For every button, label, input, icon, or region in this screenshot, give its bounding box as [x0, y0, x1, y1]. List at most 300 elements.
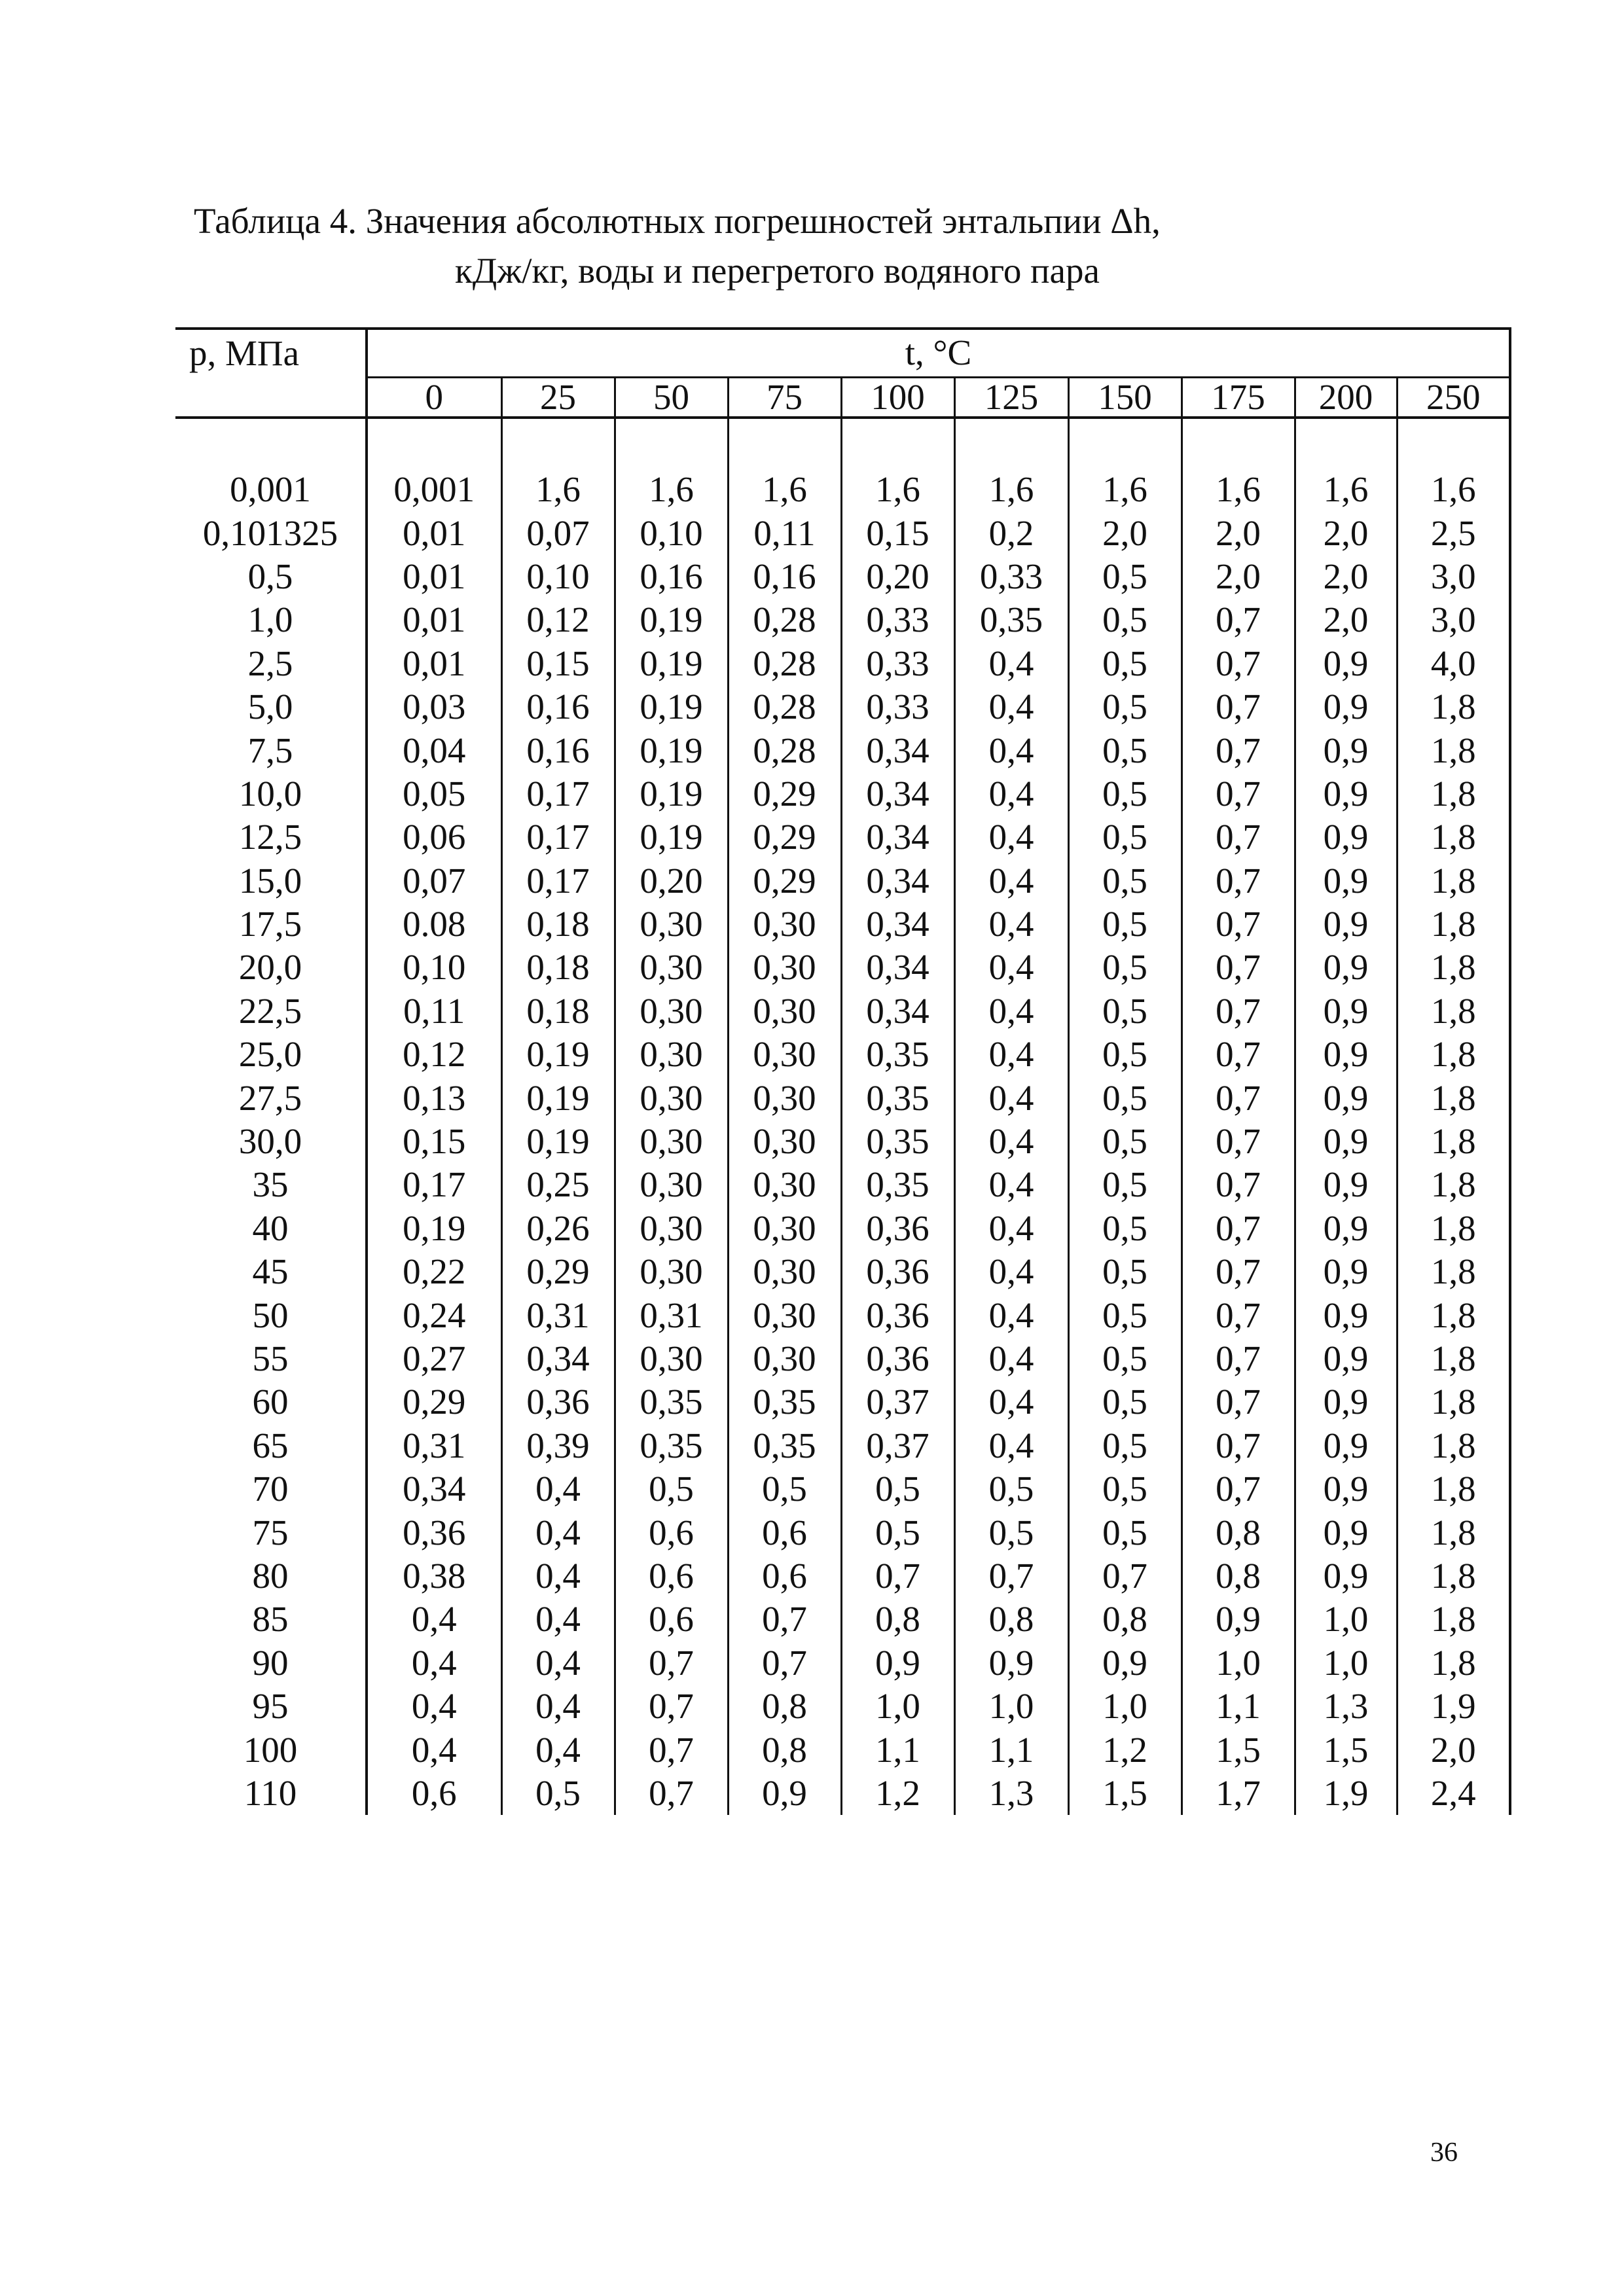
value-cell: 0,7	[728, 1598, 841, 1641]
pressure-cell: 55	[252, 1338, 289, 1378]
value-cell: 0,7	[1182, 1467, 1295, 1511]
pressure-cell: 0,001	[230, 469, 311, 510]
value-cell: 0,33	[841, 642, 954, 685]
value-cell: 0,36	[841, 1250, 954, 1293]
value-cell: 0,5	[501, 1772, 615, 1815]
pressure-cell: 15,0	[238, 860, 302, 901]
value-cell: 3,0	[1397, 555, 1510, 598]
column-header: 200	[1295, 377, 1397, 418]
value-cell: 0,34	[841, 903, 954, 946]
value-cell: 0,4	[954, 903, 1068, 946]
value-cell: 0,35	[841, 1033, 954, 1076]
pressure-cell: 40	[252, 1208, 289, 1248]
value-cell: 1,8	[1397, 990, 1510, 1033]
value-cell: 0,4	[954, 1337, 1068, 1380]
value-cell: 1,8	[1397, 1424, 1510, 1467]
value-cell: 1,8	[1397, 1337, 1510, 1380]
value-cell: 0,26	[501, 1207, 615, 1250]
value-cell: 1,8	[1397, 1293, 1510, 1336]
value-cell: 0,5	[1068, 598, 1182, 641]
value-cell: 1,2	[841, 1772, 954, 1815]
spacer-cell	[1182, 418, 1295, 468]
value-cell: 0,5	[1068, 1250, 1182, 1293]
pressure-cell: 1,0	[247, 600, 293, 640]
value-cell: 1,1	[1182, 1685, 1295, 1728]
value-cell: 0,29	[728, 859, 841, 903]
value-cell: 0,29	[728, 816, 841, 859]
value-cell: 0,5	[1068, 1163, 1182, 1206]
table-row	[175, 555, 1510, 598]
value-cell: 0,4	[954, 772, 1068, 816]
value-cell: 0,34	[841, 772, 954, 816]
value-cell: 0,30	[728, 1120, 841, 1163]
pressure-cell: 7,5	[247, 730, 293, 770]
value-cell: 0,9	[1295, 1511, 1397, 1554]
table-row	[175, 511, 1510, 554]
value-cell: 0,7	[1182, 1033, 1295, 1076]
value-cell: 0,24	[367, 1293, 501, 1336]
value-cell: 0,5	[1068, 772, 1182, 816]
caption-line-1: Таблица 4. Значения абсолютных погрешностей энтальпии Δh,	[194, 201, 1161, 241]
value-cell: 0,28	[728, 642, 841, 685]
value-cell: 1,8	[1397, 1163, 1510, 1206]
value-cell: 1,8	[1397, 1120, 1510, 1163]
value-cell: 0,16	[615, 555, 728, 598]
value-cell: 0,15	[841, 511, 954, 554]
value-cell: 0,11	[367, 990, 501, 1033]
value-cell: 0,5	[1068, 728, 1182, 772]
value-cell: 0,10	[501, 555, 615, 598]
table-row	[175, 903, 1510, 946]
value-cell: 0,03	[367, 685, 501, 728]
value-cell: 0,17	[367, 1163, 501, 1206]
column-header: 150	[1068, 377, 1182, 418]
value-cell: 0,36	[841, 1337, 954, 1380]
value-cell: 0,7	[1182, 1163, 1295, 1206]
table-row	[175, 685, 1510, 728]
value-cell: 0,15	[367, 1120, 501, 1163]
enthalpy-error-table	[175, 327, 1511, 1815]
value-cell: 0,7	[1182, 859, 1295, 903]
value-cell: 0,9	[1295, 1163, 1397, 1206]
value-cell: 1,8	[1397, 1207, 1510, 1250]
value-cell: 0,17	[501, 772, 615, 816]
value-cell: 0,28	[728, 728, 841, 772]
value-cell: 0,7	[1182, 946, 1295, 989]
value-cell: 0,5	[1068, 642, 1182, 685]
pressure-cell: 2,5	[247, 643, 293, 683]
value-cell: 1,0	[841, 1685, 954, 1728]
page-number: 36	[1430, 2138, 1458, 2168]
value-cell: 0,5	[1068, 816, 1182, 859]
value-cell: 1,1	[954, 1728, 1068, 1771]
value-cell: 0,5	[1068, 1424, 1182, 1467]
value-cell: 0,15	[501, 642, 615, 685]
value-cell: 0,5	[728, 1467, 841, 1511]
value-cell: 0,35	[841, 1163, 954, 1206]
value-cell: 0,7	[1182, 1424, 1295, 1467]
value-cell: 1,6	[841, 468, 954, 511]
value-cell: 0,8	[728, 1728, 841, 1771]
value-cell: 0,4	[954, 1293, 1068, 1336]
value-cell: 0,30	[615, 1076, 728, 1119]
value-cell: 0,30	[728, 1207, 841, 1250]
column-header: 25	[501, 377, 615, 418]
value-cell: 0,01	[367, 511, 501, 554]
value-cell: 0,2	[954, 511, 1068, 554]
value-cell: 0,5	[954, 1511, 1068, 1554]
table-row	[175, 1076, 1510, 1119]
pressure-cell: 80	[252, 1555, 289, 1596]
value-cell: 0,5	[841, 1467, 954, 1511]
value-cell: 0,7	[1068, 1554, 1182, 1598]
value-cell: 0,5	[1068, 1337, 1182, 1380]
value-cell: 0,01	[367, 598, 501, 641]
value-cell: 0,5	[1068, 1033, 1182, 1076]
pressure-cell: 22,5	[238, 990, 302, 1031]
value-cell: 0,7	[1182, 642, 1295, 685]
value-cell: 0,33	[954, 555, 1068, 598]
value-cell: 0,9	[1295, 1033, 1397, 1076]
value-cell: 0,30	[728, 946, 841, 989]
pressure-cell: 25,0	[238, 1034, 302, 1075]
value-cell: 0,4	[954, 685, 1068, 728]
value-cell: 0,35	[954, 598, 1068, 641]
value-cell: 2,0	[1182, 555, 1295, 598]
value-cell: 0,30	[728, 1250, 841, 1293]
value-cell: 0,05	[367, 772, 501, 816]
value-cell: 0,30	[728, 990, 841, 1033]
value-cell: 1,0	[1068, 1685, 1182, 1728]
value-cell: 1,6	[1068, 468, 1182, 511]
value-cell: 0,5	[1068, 1380, 1182, 1424]
pressure-cell: 17,5	[238, 904, 302, 944]
value-cell: 0,7	[615, 1772, 728, 1815]
value-cell: 0,30	[615, 1120, 728, 1163]
value-cell: 0,30	[615, 1250, 728, 1293]
value-cell: 0,5	[1068, 990, 1182, 1033]
value-cell: 0,36	[367, 1511, 501, 1554]
table-row	[175, 1424, 1510, 1467]
table-row	[175, 642, 1510, 685]
value-cell: 0,7	[615, 1728, 728, 1771]
value-cell: 2,0	[1397, 1728, 1510, 1771]
table-row	[175, 1467, 1510, 1511]
value-cell: 0,5	[1068, 903, 1182, 946]
table-row	[175, 728, 1510, 772]
value-cell: 1,3	[954, 1772, 1068, 1815]
value-cell: 1,0	[1295, 1598, 1397, 1641]
value-cell: 0,6	[615, 1554, 728, 1598]
table-row	[175, 1554, 1510, 1598]
column-header-row	[175, 377, 1510, 418]
value-cell: 0,35	[841, 1076, 954, 1119]
value-cell: 0,5	[1068, 859, 1182, 903]
table-row	[175, 598, 1510, 641]
spacer-cell	[954, 418, 1068, 468]
table-row	[175, 1120, 1510, 1163]
value-cell: 0,12	[367, 1033, 501, 1076]
value-cell: 0,35	[728, 1380, 841, 1424]
value-cell: 0,34	[841, 990, 954, 1033]
value-cell: 0,04	[367, 728, 501, 772]
pressure-cell: 10,0	[238, 773, 302, 814]
value-cell: 0,9	[1295, 642, 1397, 685]
value-cell: 0,25	[501, 1163, 615, 1206]
spacer-cell	[728, 418, 841, 468]
table-row	[175, 1293, 1510, 1336]
value-cell: 0,30	[728, 1076, 841, 1119]
pressure-cell: 75	[252, 1512, 289, 1552]
table-row	[175, 1380, 1510, 1424]
value-cell: 0,8	[1068, 1598, 1182, 1641]
value-cell: 0,36	[841, 1207, 954, 1250]
value-cell: 0.08	[367, 903, 501, 946]
value-cell: 0,4	[954, 642, 1068, 685]
value-cell: 0,5	[1068, 555, 1182, 598]
value-cell: 0,7	[1182, 772, 1295, 816]
value-cell: 1,6	[501, 468, 615, 511]
value-cell: 0,34	[367, 1467, 501, 1511]
value-cell: 0,30	[615, 903, 728, 946]
spacer-cell	[367, 418, 501, 468]
value-cell: 0,34	[501, 1337, 615, 1380]
column-header: 125	[954, 377, 1068, 418]
value-cell: 0,4	[954, 946, 1068, 989]
table-row	[175, 946, 1510, 989]
table-caption	[194, 196, 1307, 296]
value-cell: 2,0	[1295, 555, 1397, 598]
value-cell: 0,4	[954, 1163, 1068, 1206]
value-cell: 0,11	[728, 511, 841, 554]
value-cell: 0,30	[615, 1207, 728, 1250]
value-cell: 0,07	[501, 511, 615, 554]
table-row	[175, 1728, 1510, 1771]
value-cell: 1,5	[1068, 1772, 1182, 1815]
value-cell: 0,33	[841, 685, 954, 728]
value-cell: 0,19	[501, 1120, 615, 1163]
value-cell: 0,4	[954, 1076, 1068, 1119]
value-cell: 1,8	[1397, 946, 1510, 989]
value-cell: 0,9	[1068, 1641, 1182, 1685]
value-cell: 1,6	[1295, 468, 1397, 511]
value-cell: 0,30	[615, 1337, 728, 1380]
value-cell: 0,9	[1295, 1120, 1397, 1163]
table-row	[175, 772, 1510, 816]
value-cell: 1,8	[1397, 1641, 1510, 1685]
value-cell: 0,16	[728, 555, 841, 598]
column-group-header-temperature: t, °C	[367, 329, 1510, 377]
spacer-cell	[1068, 418, 1182, 468]
pressure-cell: 30,0	[238, 1121, 302, 1162]
table-row	[175, 1207, 1510, 1250]
value-cell: 0,4	[954, 859, 1068, 903]
value-cell: 0,5	[1068, 685, 1182, 728]
value-cell: 1,8	[1397, 685, 1510, 728]
table-row	[175, 1250, 1510, 1293]
value-cell: 1,8	[1397, 1033, 1510, 1076]
value-cell: 0,7	[1182, 1293, 1295, 1336]
value-cell: 0,16	[501, 728, 615, 772]
pressure-cell: 35	[252, 1164, 289, 1205]
value-cell: 0,4	[954, 728, 1068, 772]
value-cell: 0,19	[501, 1033, 615, 1076]
value-cell: 0,4	[954, 1207, 1068, 1250]
value-cell: 0,31	[501, 1293, 615, 1336]
value-cell: 0,5	[841, 1511, 954, 1554]
value-cell: 1,8	[1397, 1554, 1510, 1598]
pressure-cell: 60	[252, 1382, 289, 1422]
value-cell: 0,7	[1182, 816, 1295, 859]
value-cell: 0,30	[615, 1033, 728, 1076]
spacer-cell	[1397, 418, 1510, 468]
value-cell: 0,37	[841, 1424, 954, 1467]
pressure-cell: 90	[252, 1642, 289, 1683]
value-cell: 1,2	[1068, 1728, 1182, 1771]
value-cell: 1,6	[954, 468, 1068, 511]
value-cell: 0,35	[615, 1380, 728, 1424]
value-cell: 0,28	[728, 685, 841, 728]
value-cell: 1,8	[1397, 1250, 1510, 1293]
value-cell: 1,6	[1182, 468, 1295, 511]
value-cell: 1,0	[954, 1685, 1068, 1728]
value-cell: 0,18	[501, 946, 615, 989]
value-cell: 0,4	[954, 1033, 1068, 1076]
value-cell: 0,4	[954, 1120, 1068, 1163]
pressure-cell: 0,101325	[202, 512, 338, 553]
pressure-cell: 65	[252, 1425, 289, 1465]
value-cell: 0,9	[1295, 903, 1397, 946]
value-cell: 0,28	[728, 598, 841, 641]
value-cell: 0,7	[1182, 903, 1295, 946]
value-cell: 0,9	[1295, 685, 1397, 728]
value-cell: 1,8	[1397, 1380, 1510, 1424]
value-cell: 0,17	[501, 816, 615, 859]
value-cell: 0,5	[1068, 946, 1182, 989]
pressure-cell: 27,5	[238, 1077, 302, 1118]
value-cell: 1,8	[1397, 859, 1510, 903]
pressure-cell: 85	[252, 1599, 289, 1640]
value-cell: 0,20	[615, 859, 728, 903]
table-row	[175, 1337, 1510, 1380]
value-cell: 0,7	[1182, 1337, 1295, 1380]
value-cell: 0,31	[615, 1293, 728, 1336]
value-cell: 1,5	[1295, 1728, 1397, 1771]
value-cell: 0,5	[1068, 1076, 1182, 1119]
table-row	[175, 990, 1510, 1033]
pressure-cell: 45	[252, 1251, 289, 1292]
value-cell: 0,16	[501, 685, 615, 728]
value-cell: 1,8	[1397, 1511, 1510, 1554]
value-cell: 2,0	[1182, 511, 1295, 554]
value-cell: 0,39	[501, 1424, 615, 1467]
value-cell: 0,9	[841, 1641, 954, 1685]
value-cell: 1,8	[1397, 772, 1510, 816]
value-cell: 2,0	[1068, 511, 1182, 554]
spacer-row	[175, 418, 1510, 468]
value-cell: 0,29	[501, 1250, 615, 1293]
value-cell: 0,19	[615, 685, 728, 728]
value-cell: 0,4	[954, 1380, 1068, 1424]
value-cell: 2,5	[1397, 511, 1510, 554]
value-cell: 0,4	[501, 1511, 615, 1554]
value-cell: 0,8	[728, 1685, 841, 1728]
value-cell: 0,30	[728, 1293, 841, 1336]
spacer-cell	[615, 418, 728, 468]
value-cell: 0,35	[615, 1424, 728, 1467]
value-cell: 0,9	[1295, 1207, 1397, 1250]
spacer-cell	[175, 418, 367, 468]
table-row	[175, 1511, 1510, 1554]
value-cell: 1,0	[1182, 1641, 1295, 1685]
value-cell: 1,9	[1397, 1685, 1510, 1728]
value-cell: 0,19	[615, 598, 728, 641]
pressure-cell: 110	[244, 1772, 297, 1813]
value-cell: 0,33	[841, 598, 954, 641]
value-cell: 1,0	[1295, 1641, 1397, 1685]
value-cell: 0,5	[1068, 1511, 1182, 1554]
table-row	[175, 1641, 1510, 1685]
value-cell: 0,4	[501, 1598, 615, 1641]
table-row	[175, 1033, 1510, 1076]
value-cell: 0,9	[1295, 1076, 1397, 1119]
value-cell: 0,18	[501, 903, 615, 946]
value-cell: 1,8	[1397, 728, 1510, 772]
value-cell: 0,01	[367, 642, 501, 685]
table-row	[175, 816, 1510, 859]
value-cell: 0,9	[1295, 1337, 1397, 1380]
value-cell: 0,36	[501, 1380, 615, 1424]
value-cell: 1,9	[1295, 1772, 1397, 1815]
value-cell: 0,5	[1068, 1293, 1182, 1336]
value-cell: 0,5	[1068, 1207, 1182, 1250]
pressure-cell: 12,5	[238, 817, 302, 857]
value-cell: 1,8	[1397, 816, 1510, 859]
value-cell: 0,10	[367, 946, 501, 989]
value-cell: 0,9	[1295, 728, 1397, 772]
value-cell: 0,4	[367, 1685, 501, 1728]
pressure-cell: 95	[252, 1686, 289, 1727]
pressure-cell: 50	[252, 1295, 289, 1335]
table-row	[175, 468, 1510, 511]
value-cell: 1,5	[1182, 1728, 1295, 1771]
value-cell: 0,22	[367, 1250, 501, 1293]
value-cell: 0,34	[841, 859, 954, 903]
pressure-cell: 70	[252, 1469, 289, 1509]
value-cell: 0,30	[615, 990, 728, 1033]
value-cell: 0,6	[728, 1511, 841, 1554]
value-cell: 0,20	[841, 555, 954, 598]
column-header: 0	[367, 377, 501, 418]
value-cell: 1,6	[615, 468, 728, 511]
value-cell: 0,30	[728, 903, 841, 946]
value-cell: 0,30	[728, 1337, 841, 1380]
value-cell: 0,7	[1182, 685, 1295, 728]
column-header: 50	[615, 377, 728, 418]
column-header: 100	[841, 377, 954, 418]
value-cell: 0,13	[367, 1076, 501, 1119]
value-cell: 0,9	[1295, 1250, 1397, 1293]
value-cell: 0,7	[1182, 1120, 1295, 1163]
value-cell: 0,8	[1182, 1511, 1295, 1554]
value-cell: 0,07	[367, 859, 501, 903]
value-cell: 0,27	[367, 1337, 501, 1380]
spacer-cell	[841, 418, 954, 468]
table-row	[175, 1685, 1510, 1728]
value-cell: 0,7	[841, 1554, 954, 1598]
value-cell: 4,0	[1397, 642, 1510, 685]
pressure-cell: 20,0	[238, 947, 302, 988]
